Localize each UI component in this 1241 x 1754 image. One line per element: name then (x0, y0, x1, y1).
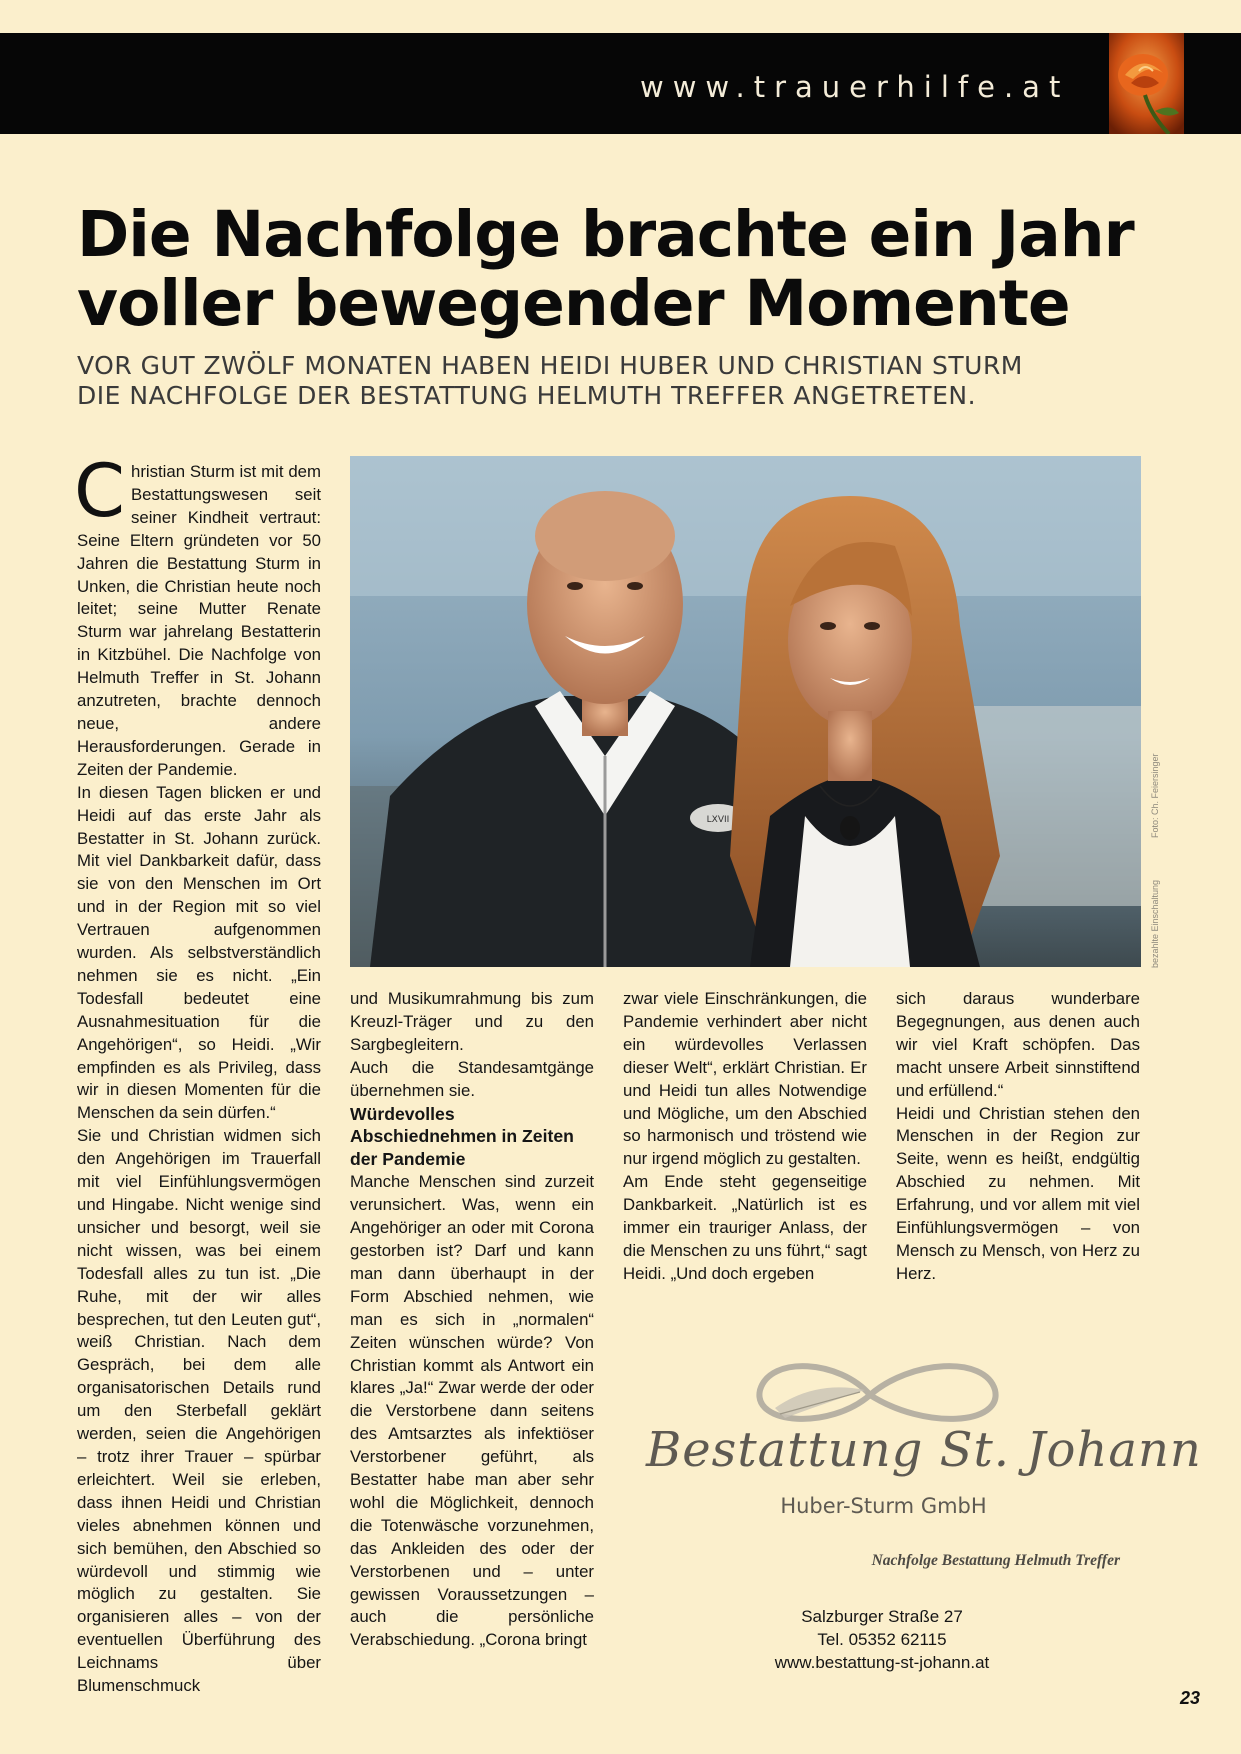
headline-line-2: voller bewegender Momente (77, 267, 1070, 340)
paragraph: sich daraus wunderbare Begegnungen, aus denen auch wir viel Kraft schöpfen. Das macht unsere Arbeit sinnstiftend und erfüllend.“ (896, 989, 1140, 1100)
site-url[interactable]: www.trauerhilfe.at (640, 70, 1070, 104)
portrait-photo (350, 456, 1141, 967)
paragraph: Am Ende steht gegenseitige Dankbarkeit. „Natürlich ist es immer ein trauriger Anlass, der die Menschen zu uns führt,“ sagt Heidi. „Und doch ergeben (623, 1172, 867, 1283)
subline-line-2: DIE NACHFOLGE DER BESTATTUNG HELMUTH TREFFER ANGETRETEN. (77, 381, 977, 410)
company-name: Bestattung St. Johann (646, 1422, 1202, 1478)
paid-advertisement-label: bezahlte Einschaltung (1150, 879, 1160, 968)
subheading: Würdevolles Abschiednehmen in Zeiten der Pandemie (350, 1103, 574, 1170)
paragraph: In diesen Tagen blicken er und Heidi auf das erste Jahr als Bestatter in St. Johann zurück. Mit viel Dankbarkeit dafür, dass sie von den Menschen im Ort und in der Region mit so viel Vertrauen aufgenommen wurden. Als selbstverständlich nehmen sie es nicht. „Ein Todesfall bedeutet eine Ausnahmesituation für die Angehörigen“, so Heidi. „Wir empfinden es als Privileg, dass wir in diesen Momenten für die Menschen da sein dürfen.“ (77, 782, 321, 1123)
headline-line-1: Die Nachfolge brachte ein Jahr (77, 198, 1134, 271)
contact-block (740, 1605, 1024, 1674)
company-legal-name: Huber-Sturm GmbH (780, 1494, 987, 1518)
page-number: 23 (1179, 1688, 1200, 1708)
article-column-1 (74, 449, 321, 1698)
jacket-badge-text: LXVII (706, 815, 730, 825)
paragraph-intro: hristian Sturm ist mit dem Bestattungswesen seit seiner Kindheit vertraut: Seine Eltern gründeten vor 50 Jahren die Bestattung Sturm in Unken, die Christian heute noch leitet; seine Mutter Renate Sturm war jahrelang Bestatterin in Kitzbühel. Die Nachfolge von Helmuth Treffer in St. Johann anzutreten, brachte dennoch neue, andere Herausforderungen. Gerade in Zeiten der Pandemie. (77, 462, 321, 779)
subline-line-1: VOR GUT ZWÖLF MONATEN HABEN HEIDI HUBER UND CHRISTIAN STURM (77, 351, 1023, 380)
paragraph: Heidi und Christian stehen den Menschen in der Region zur Seite, wenn es heißt, endgültig Abschied zu nehmen. Mit Erfahrung, und vor allem mit viel Einfühlungsvermögen – von Mensch zu Mensch, von Herz zu Herz. (896, 1103, 1140, 1283)
article-column-4 (896, 988, 1140, 1286)
article-column-2 (350, 988, 594, 1652)
headline (77, 200, 1177, 338)
paragraph: zwar viele Einschränkungen, die Pandemie verhindert aber nicht ein würdevolles Verlassen dieser Welt“, erklärt Christian. Er und Heidi tun alles Notwendige und Mögliche, um den Abschied so harmonisch und tröstend wie nur irgend möglich zu gestalten. (623, 989, 867, 1169)
paragraph: Manche Menschen sind zurzeit verunsichert. Was, wenn ein Angehöriger an oder mit Corona gestorben ist? Darf und kann man dann überhaupt in der Form Abschied nehmen, wie man es sich in „normalen“ Zeiten wünschen würde? Von Christian kommt als Antwort ein klares „Ja!“ Zwar werde der oder die Verstorbene dann seitens des Amtsarztes als infektiöser Verstorbener geführt, als Bestatter habe man aber sehr wohl die Möglichkeit, dennoch die Totenwäsche vorzunehmen, das Ankleiden des oder der Verstorbenen und – unter gewissen Voraussetzungen – auch die persönliche Verabschiedung. „Corona bringt (350, 1172, 594, 1650)
subline (77, 351, 1177, 411)
paragraph: Auch die Standesamtgänge übernehmen sie. (350, 1057, 594, 1100)
website-link[interactable]: www.bestattung-st-johann.at (774, 1653, 990, 1672)
article-column-3 (623, 988, 867, 1286)
successor-note: Nachfolge Bestattung Helmuth Treffer (871, 1552, 1120, 1569)
photo-credit: Foto: Ch. Feiersinger (1150, 753, 1160, 838)
street-address: Salzburger Straße 27 (801, 1607, 963, 1626)
rose-image (1109, 33, 1184, 134)
phone-number[interactable]: Tel. 05352 62115 (817, 1630, 947, 1649)
drop-cap: C (74, 449, 125, 534)
paragraph: Sie und Christian widmen sich den Angehörigen im Trauerfall mit viel Einfühlungsvermögen und Hingabe. Nicht wenige sind unsicher und besorgt, weil sie nicht wissen, was bei einem Todesfall alles zu tun ist. „Die Ruhe, mit der wir alles besprechen, tut den Leuten gut“, weiß Christian. Nach dem Gespräch, bei dem alle organisatorischen Details rund um den Sterbefall geklärt werden, seien die Angehörigen – trotz ihrer Trauer – spürbar erleichtert. Weil sie erleben, dass ihnen Heidi und Christian vieles abnehmen können und sich bemühen, den Abschied so würdevoll und stimmig wie möglich zu gestalten. Sie organisieren alles – von der eventuellen Überführung des Leichnams über Blumenschmuck (77, 1126, 321, 1696)
paragraph: und Musikumrahmung bis zum Kreuzl-Träger und zu den Sargbegleitern. (350, 989, 594, 1054)
